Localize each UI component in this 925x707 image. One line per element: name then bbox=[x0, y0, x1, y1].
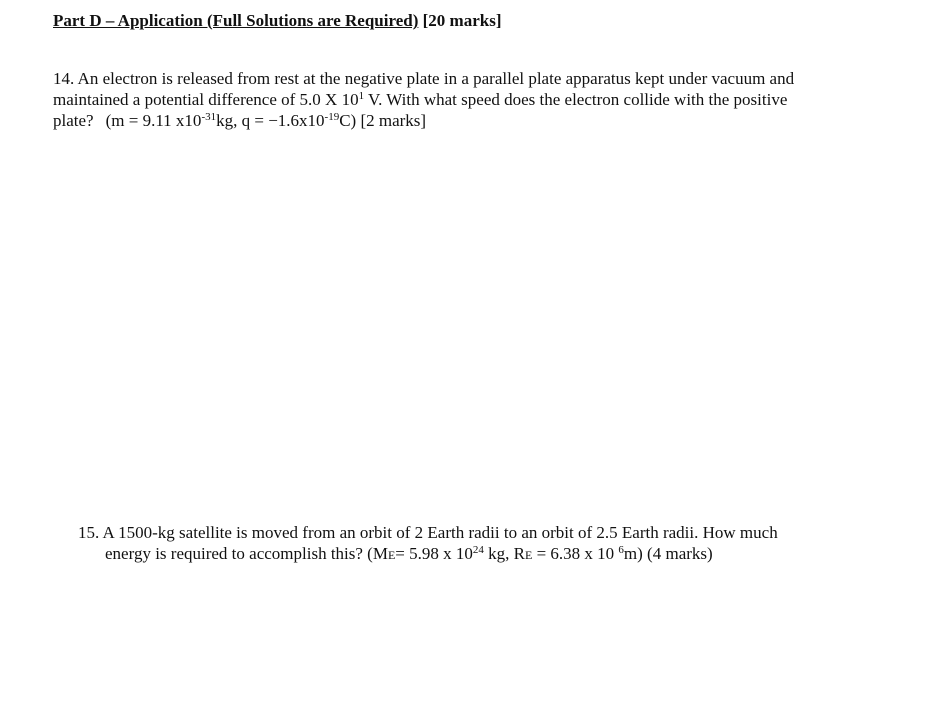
question-15 bbox=[78, 522, 868, 566]
q14-line-3 bbox=[53, 110, 873, 131]
question-14 bbox=[53, 68, 873, 131]
q15-radius-given: = 6.38 x 10 bbox=[532, 544, 619, 563]
q15-line-1: 15. A 1500-kg satellite is moved from an orbit of 2 Earth radii to an orbit of 2.5 Earth radii. How much bbox=[78, 523, 778, 542]
q14-line-2 bbox=[53, 89, 873, 110]
q15-marks: m) (4 marks) bbox=[623, 544, 713, 563]
q14-mass-exponent: -31 bbox=[201, 111, 217, 123]
q15-radius-subscript: E bbox=[524, 548, 533, 562]
q15-radius-exponent: 6 bbox=[618, 544, 624, 556]
q15-mass-given: = 5.98 x 10 bbox=[395, 544, 473, 563]
section-heading bbox=[53, 11, 501, 31]
q15-line-2 bbox=[78, 543, 868, 566]
q14-text: V. With what speed does the electron collide with the positive bbox=[364, 90, 788, 109]
q14-marks: C) [2 marks] bbox=[339, 111, 427, 130]
q14-text: plate? bbox=[53, 111, 94, 130]
q14-charge-given: kg, q = −1.6x10 bbox=[216, 111, 325, 130]
section-marks: [20 marks] bbox=[418, 11, 502, 30]
q14-mass-given: (m = 9.11 x10 bbox=[105, 111, 202, 130]
q14-line-1: 14. An electron is released from rest at the negative plate in a parallel plate apparatus kept under vacuum and bbox=[53, 69, 795, 88]
q14-charge-exponent: -19 bbox=[324, 111, 340, 123]
q15-mass-subscript: E bbox=[387, 548, 396, 562]
q15-radius-label: kg, R bbox=[483, 544, 525, 563]
section-title: Part D – Application (Full Solutions are Required) bbox=[53, 11, 419, 30]
q15-text: energy is required to accomplish this? (M bbox=[105, 544, 388, 563]
q14-text: maintained a potential difference of 5.0 X 10 bbox=[53, 90, 359, 109]
q14-exponent: 1 bbox=[358, 90, 365, 102]
q15-mass-exponent: 24 bbox=[472, 544, 484, 556]
